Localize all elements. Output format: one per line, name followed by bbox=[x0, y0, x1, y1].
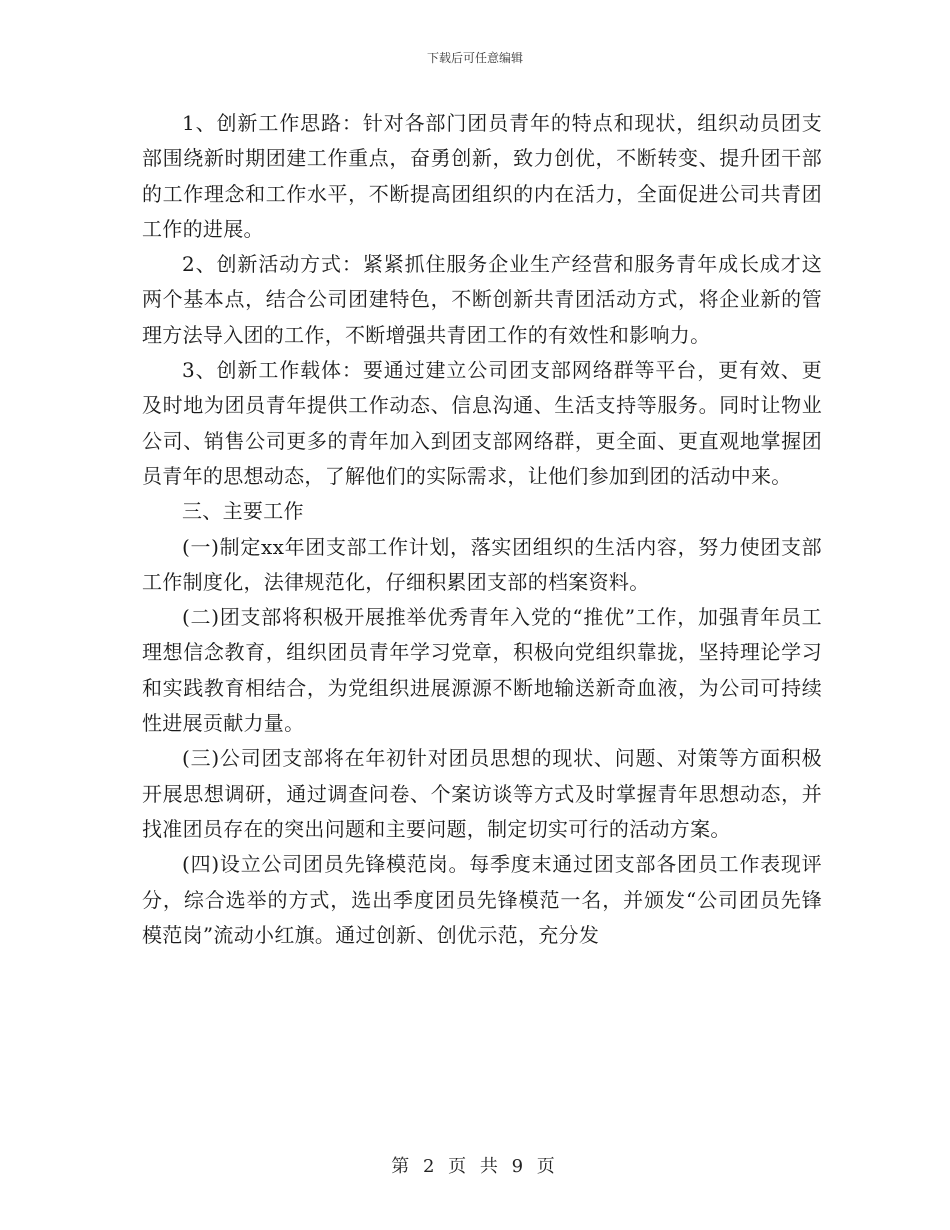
page-header-note: 下载后可任意编辑 bbox=[426, 51, 523, 65]
paragraph-item-4: (四)设立公司团员先锋模范岗。每季度末通过团支部各团员工作表现评分，综合选举的方式，选出季度团员先锋模范一名，并颁发“公司团员先锋模范岗”流动小红旗。通过创新、创优示范，充分发 bbox=[142, 852, 822, 947]
paragraph-innovate-work-carriers: 3、创新工作载体：要通过建立公司团支部网络群等平台，更有效、更及时地为团员青年提供工作动态、信息沟通、生活支持等服务。同时让物业公司、销售公司更多的青年加入到团支部网络群，更全面、更直观地掌握团员青年的思想动态，了解他们的实际需求，让他们参加到团的活动中来。 bbox=[142, 358, 822, 488]
paragraph-item-3: (三)公司团支部将在年初针对团员思想的现状、问题、对策等方面积极开展思想调研，通过调查问卷、个案访谈等方式及时掌握青年思想动态，并找准团员存在的突出问题和主要问题，制定切实可行的活动方案。 bbox=[142, 746, 822, 841]
paragraph-item-1: (一)制定xx年团支部工作计划，落实团组织的生活内容，努力使团支部工作制度化，法律规范化，仔细积累团支部的档案资料。 bbox=[142, 534, 822, 594]
paragraph-innovate-activity-methods: 2、创新活动方式：紧紧抓住服务企业生产经营和服务青年成长成才这两个基本点，结合公司团建特色，不断创新共青团活动方式，将企业新的管理方法导入团的工作，不断增强共青团工作的有效性和影响力。 bbox=[142, 252, 822, 347]
paragraph-item-2: (二)团支部将积极开展推举优秀青年入党的“推优”工作，加强青年员工理想信念教育，组织团员青年学习党章，积极向党组织靠拢，坚持理论学习和实践教育相结合，为党组织进展源源不断地输送新奇血液，为公司可持续性进展贡献力量。 bbox=[142, 605, 822, 736]
paragraph-innovate-work-ideas: 1、创新工作思路：针对各部门团员青年的特点和现状，组织动员团支部围绕新时期团建工作重点，奋勇创新，致力创优，不断转变、提升团干部的工作理念和工作水平，不断提高团组织的内在活力，全面促进公司共青团工作的进展。 bbox=[142, 111, 822, 241]
section-heading-main-work: 三、主要工作 bbox=[182, 499, 304, 524]
page-number-footer: 第 2 页 共 9 页 bbox=[391, 1156, 559, 1177]
document-body bbox=[142, 106, 822, 953]
